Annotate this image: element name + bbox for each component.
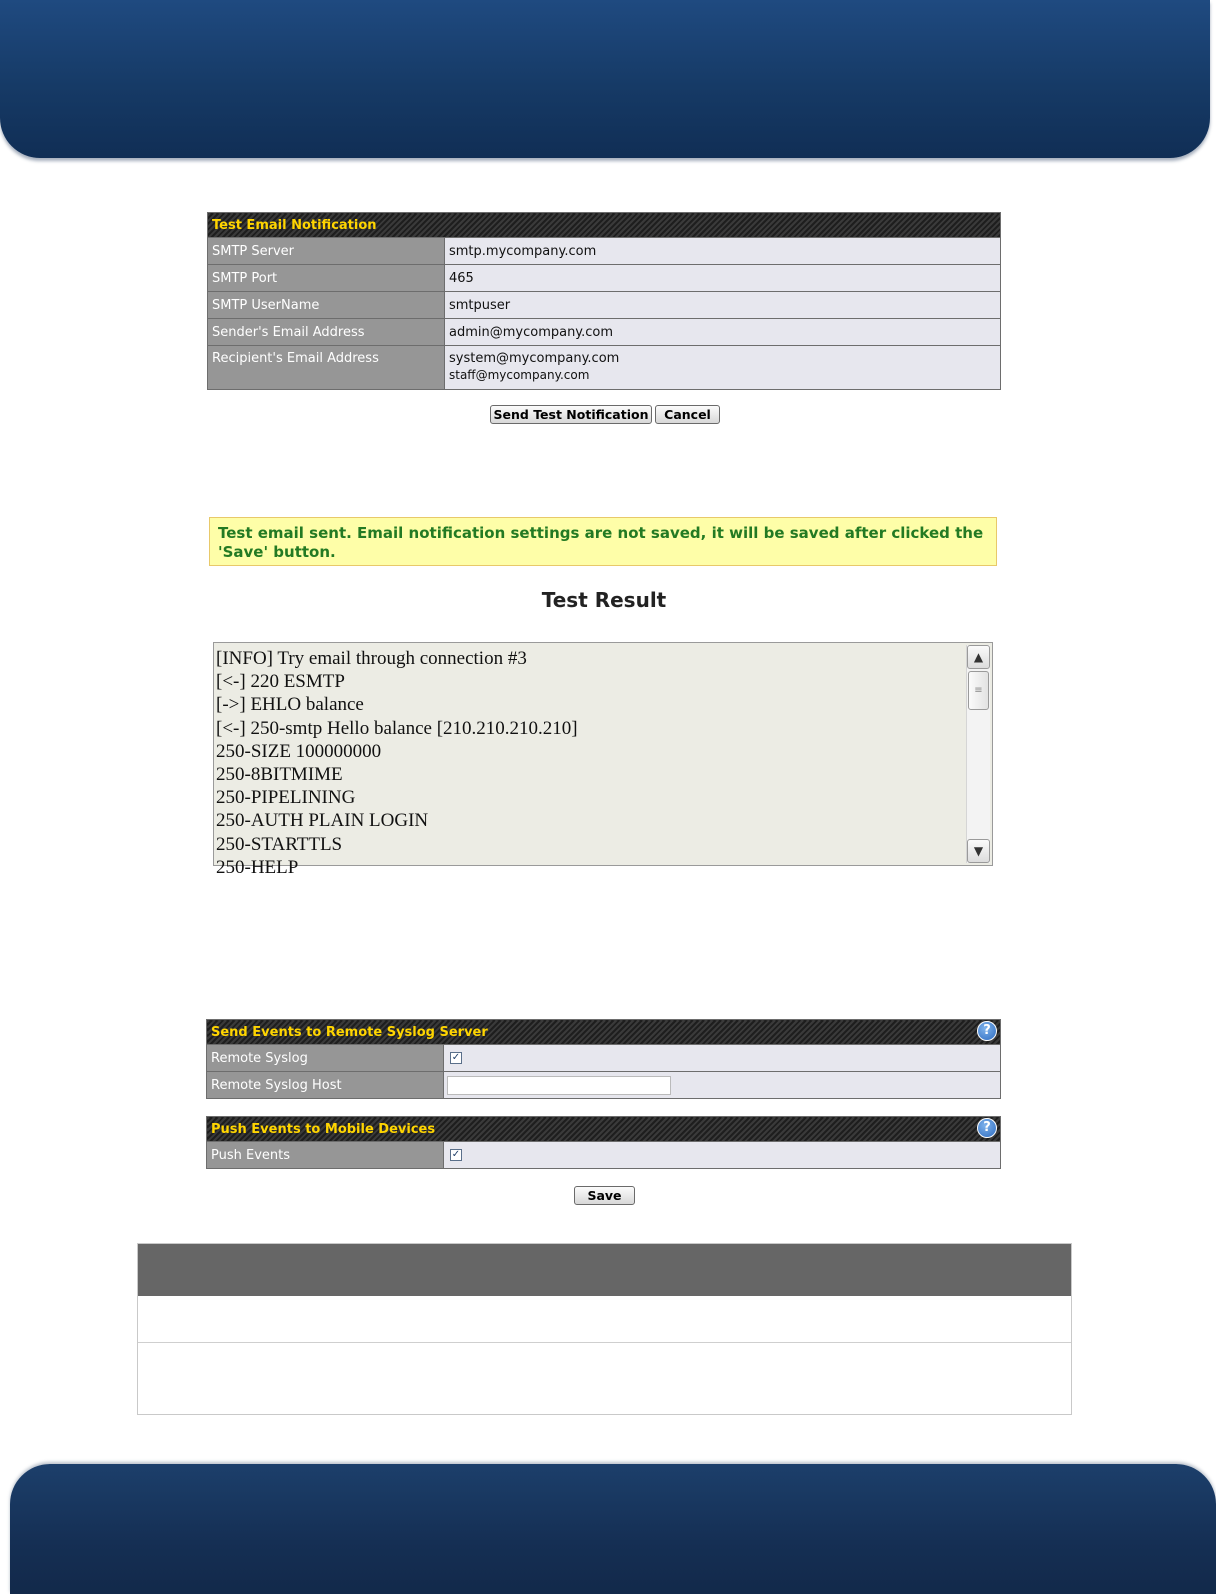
scrollbar-thumb[interactable]: ≡ [968,671,989,710]
recipient-email-value [445,346,1001,390]
table-row [207,1045,1001,1072]
smtp-username-value: smtpuser [445,292,1001,319]
table-row [208,319,1001,346]
remote-syslog-value [444,1045,1001,1072]
section-title [207,1117,1001,1142]
smtp-server-value: smtp.mycompany.com [445,238,1001,265]
table-row [208,265,1001,292]
sender-email-label: Sender's Email Address [208,319,445,346]
remote-syslog-table [206,1019,1001,1099]
section-title: Test Email Notification [208,213,1001,238]
table-row [207,1142,1001,1169]
smtp-port-value: 465 [445,265,1001,292]
scrollbar[interactable] [966,645,990,863]
smtp-port-label: SMTP Port [208,265,445,292]
table-row [138,1296,1071,1343]
section-title [207,1020,1001,1045]
table-row [208,238,1001,265]
table-row [208,292,1001,319]
cancel-button[interactable]: Cancel [655,405,720,424]
push-events-value [444,1142,1001,1169]
push-events-label: Push Events [207,1142,444,1169]
info-table [137,1243,1072,1415]
remote-syslog-host-label: Remote Syslog Host [207,1072,444,1099]
recipient-email-1: system@mycompany.com [449,351,620,366]
smtp-username-label: SMTP UserName [208,292,445,319]
table-header [138,1244,1071,1296]
push-events-checkbox[interactable]: ✓ [451,1149,461,1160]
save-button[interactable]: Save [574,1186,635,1205]
help-icon[interactable]: ? [977,1118,997,1138]
push-title: Push Events to Mobile Devices [211,1121,436,1137]
remote-syslog-checkbox[interactable]: ✓ [451,1052,461,1063]
help-icon[interactable]: ? [977,1021,997,1041]
sender-email-value: admin@mycompany.com [445,319,1001,346]
test-result-log[interactable] [213,642,993,878]
top-banner [0,0,1210,158]
syslog-title: Send Events to Remote Syslog Server [211,1024,488,1040]
status-message: Test email sent. Email notification settings are not saved, it will be saved after clicked the 'Save' button. [209,517,997,566]
recipient-email-label: Recipient's Email Address [208,346,445,390]
chevron-up-icon[interactable]: ▲ [967,645,990,669]
chevron-down-icon[interactable]: ▼ [967,839,990,863]
test-result-title: Test Result [541,588,667,612]
recipient-email-2: staff@mycompany.com [449,368,590,382]
push-events-table [206,1116,1001,1169]
table-row [207,1072,1001,1099]
table-row [208,346,1001,390]
log-text: [INFO] Try email through connection #3 [<-] 220 ESMTP [->] EHLO balance [<-] 250-smtp Hello balance [210.210.210.210] 250-SIZE 100000000 250-8BITMIME 250-PIPELINING 250-AUTH PLAIN LOGIN 250-STARTTLS 250-HELP [216,648,578,878]
remote-syslog-host-input[interactable] [447,1076,671,1095]
remote-syslog-host-value [444,1072,1001,1099]
test-email-notification-table [207,212,1001,390]
bottom-banner [10,1464,1216,1594]
send-test-notification-button[interactable]: Send Test Notification [490,405,652,424]
remote-syslog-label: Remote Syslog [207,1045,444,1072]
smtp-server-label: SMTP Server [208,238,445,265]
